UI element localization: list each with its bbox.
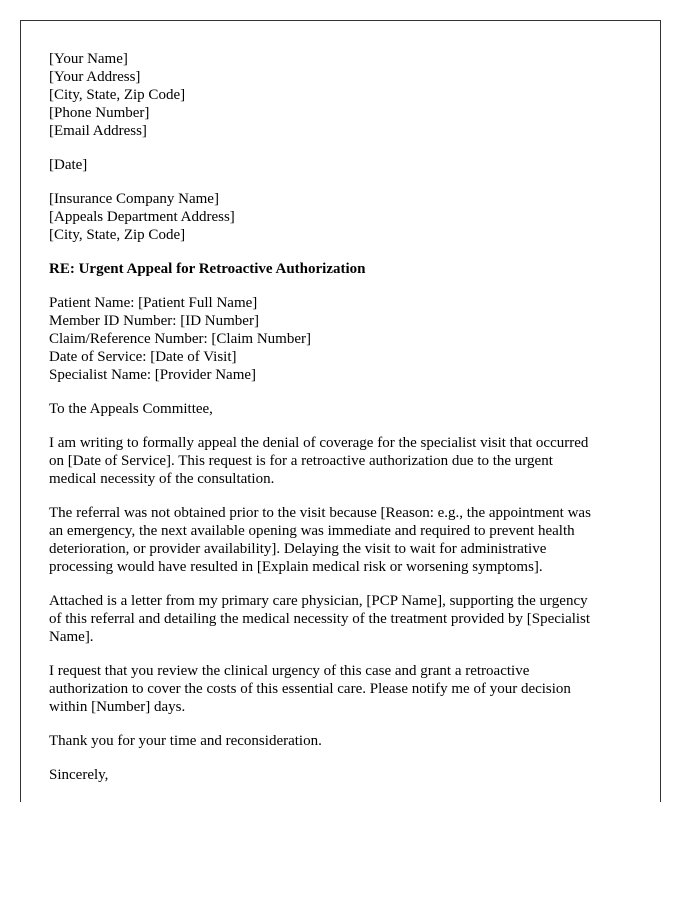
text-line: [City, State, Zip Code]	[49, 87, 186, 103]
text-line: [Your Address]	[49, 69, 141, 85]
text-line: I request that you review the clinical urgency of this case and grant a retroactive	[49, 663, 530, 679]
text-line: an emergency, the next available opening was immediate and required to prevent health	[49, 523, 575, 539]
text-line: on [Date of Service]. This request is for a retroactive authorization due to the urgent	[49, 453, 553, 469]
body-paragraph	[49, 732, 632, 750]
letter-date	[49, 156, 632, 174]
text-line: [Phone Number]	[49, 105, 150, 121]
text-line: of this referral and detailing the medical necessity of the treatment provided by [Specialist	[49, 611, 591, 627]
salutation-text: To the Appeals Committee,	[49, 401, 213, 417]
closing	[49, 766, 632, 784]
letter-page	[20, 20, 661, 802]
text-line: Date of Service: [Date of Visit]	[49, 349, 237, 365]
body-paragraph	[49, 662, 632, 716]
text-line: [Email Address]	[49, 123, 147, 139]
text-line: medical necessity of the consultation.	[49, 471, 275, 487]
text-line: The referral was not obtained prior to the visit because [Reason: e.g., the appointment was	[49, 505, 591, 521]
body-paragraph	[49, 504, 632, 576]
subject-text: RE: Urgent Appeal for Retroactive Authorization	[49, 261, 366, 277]
text-line: [Your Name]	[49, 51, 128, 67]
closing-text: Sincerely,	[49, 767, 109, 783]
text-line: Name].	[49, 629, 94, 645]
text-line: Patient Name: [Patient Full Name]	[49, 295, 258, 311]
letter-content	[21, 21, 660, 784]
letter-body	[49, 434, 632, 750]
subject-line	[49, 260, 632, 278]
recipient-block	[49, 190, 632, 244]
text-line: [City, State, Zip Code]	[49, 227, 186, 243]
text-line: I am writing to formally appeal the denial of coverage for the specialist visit that occurred	[49, 435, 589, 451]
text-line: Member ID Number: [ID Number]	[49, 313, 259, 329]
date-text: [Date]	[49, 157, 88, 173]
text-line: deterioration, or provider availability]. Delaying the visit to wait for administrative	[49, 541, 547, 557]
salutation	[49, 400, 632, 418]
text-line: Specialist Name: [Provider Name]	[49, 367, 257, 383]
text-line: processing would have resulted in [Explain medical risk or worsening symptoms].	[49, 559, 543, 575]
case-details	[49, 294, 632, 384]
text-line: [Insurance Company Name]	[49, 191, 219, 207]
text-line: within [Number] days.	[49, 699, 186, 715]
body-paragraph	[49, 592, 632, 646]
sender-block	[49, 50, 632, 140]
body-paragraph	[49, 434, 632, 488]
text-line: Attached is a letter from my primary care physician, [PCP Name], supporting the urgency	[49, 593, 588, 609]
text-line: Thank you for your time and reconsideration.	[49, 733, 322, 749]
text-line: Claim/Reference Number: [Claim Number]	[49, 331, 311, 347]
text-line: authorization to cover the costs of this essential care. Please notify me of your decision	[49, 681, 571, 697]
text-line: [Appeals Department Address]	[49, 209, 235, 225]
